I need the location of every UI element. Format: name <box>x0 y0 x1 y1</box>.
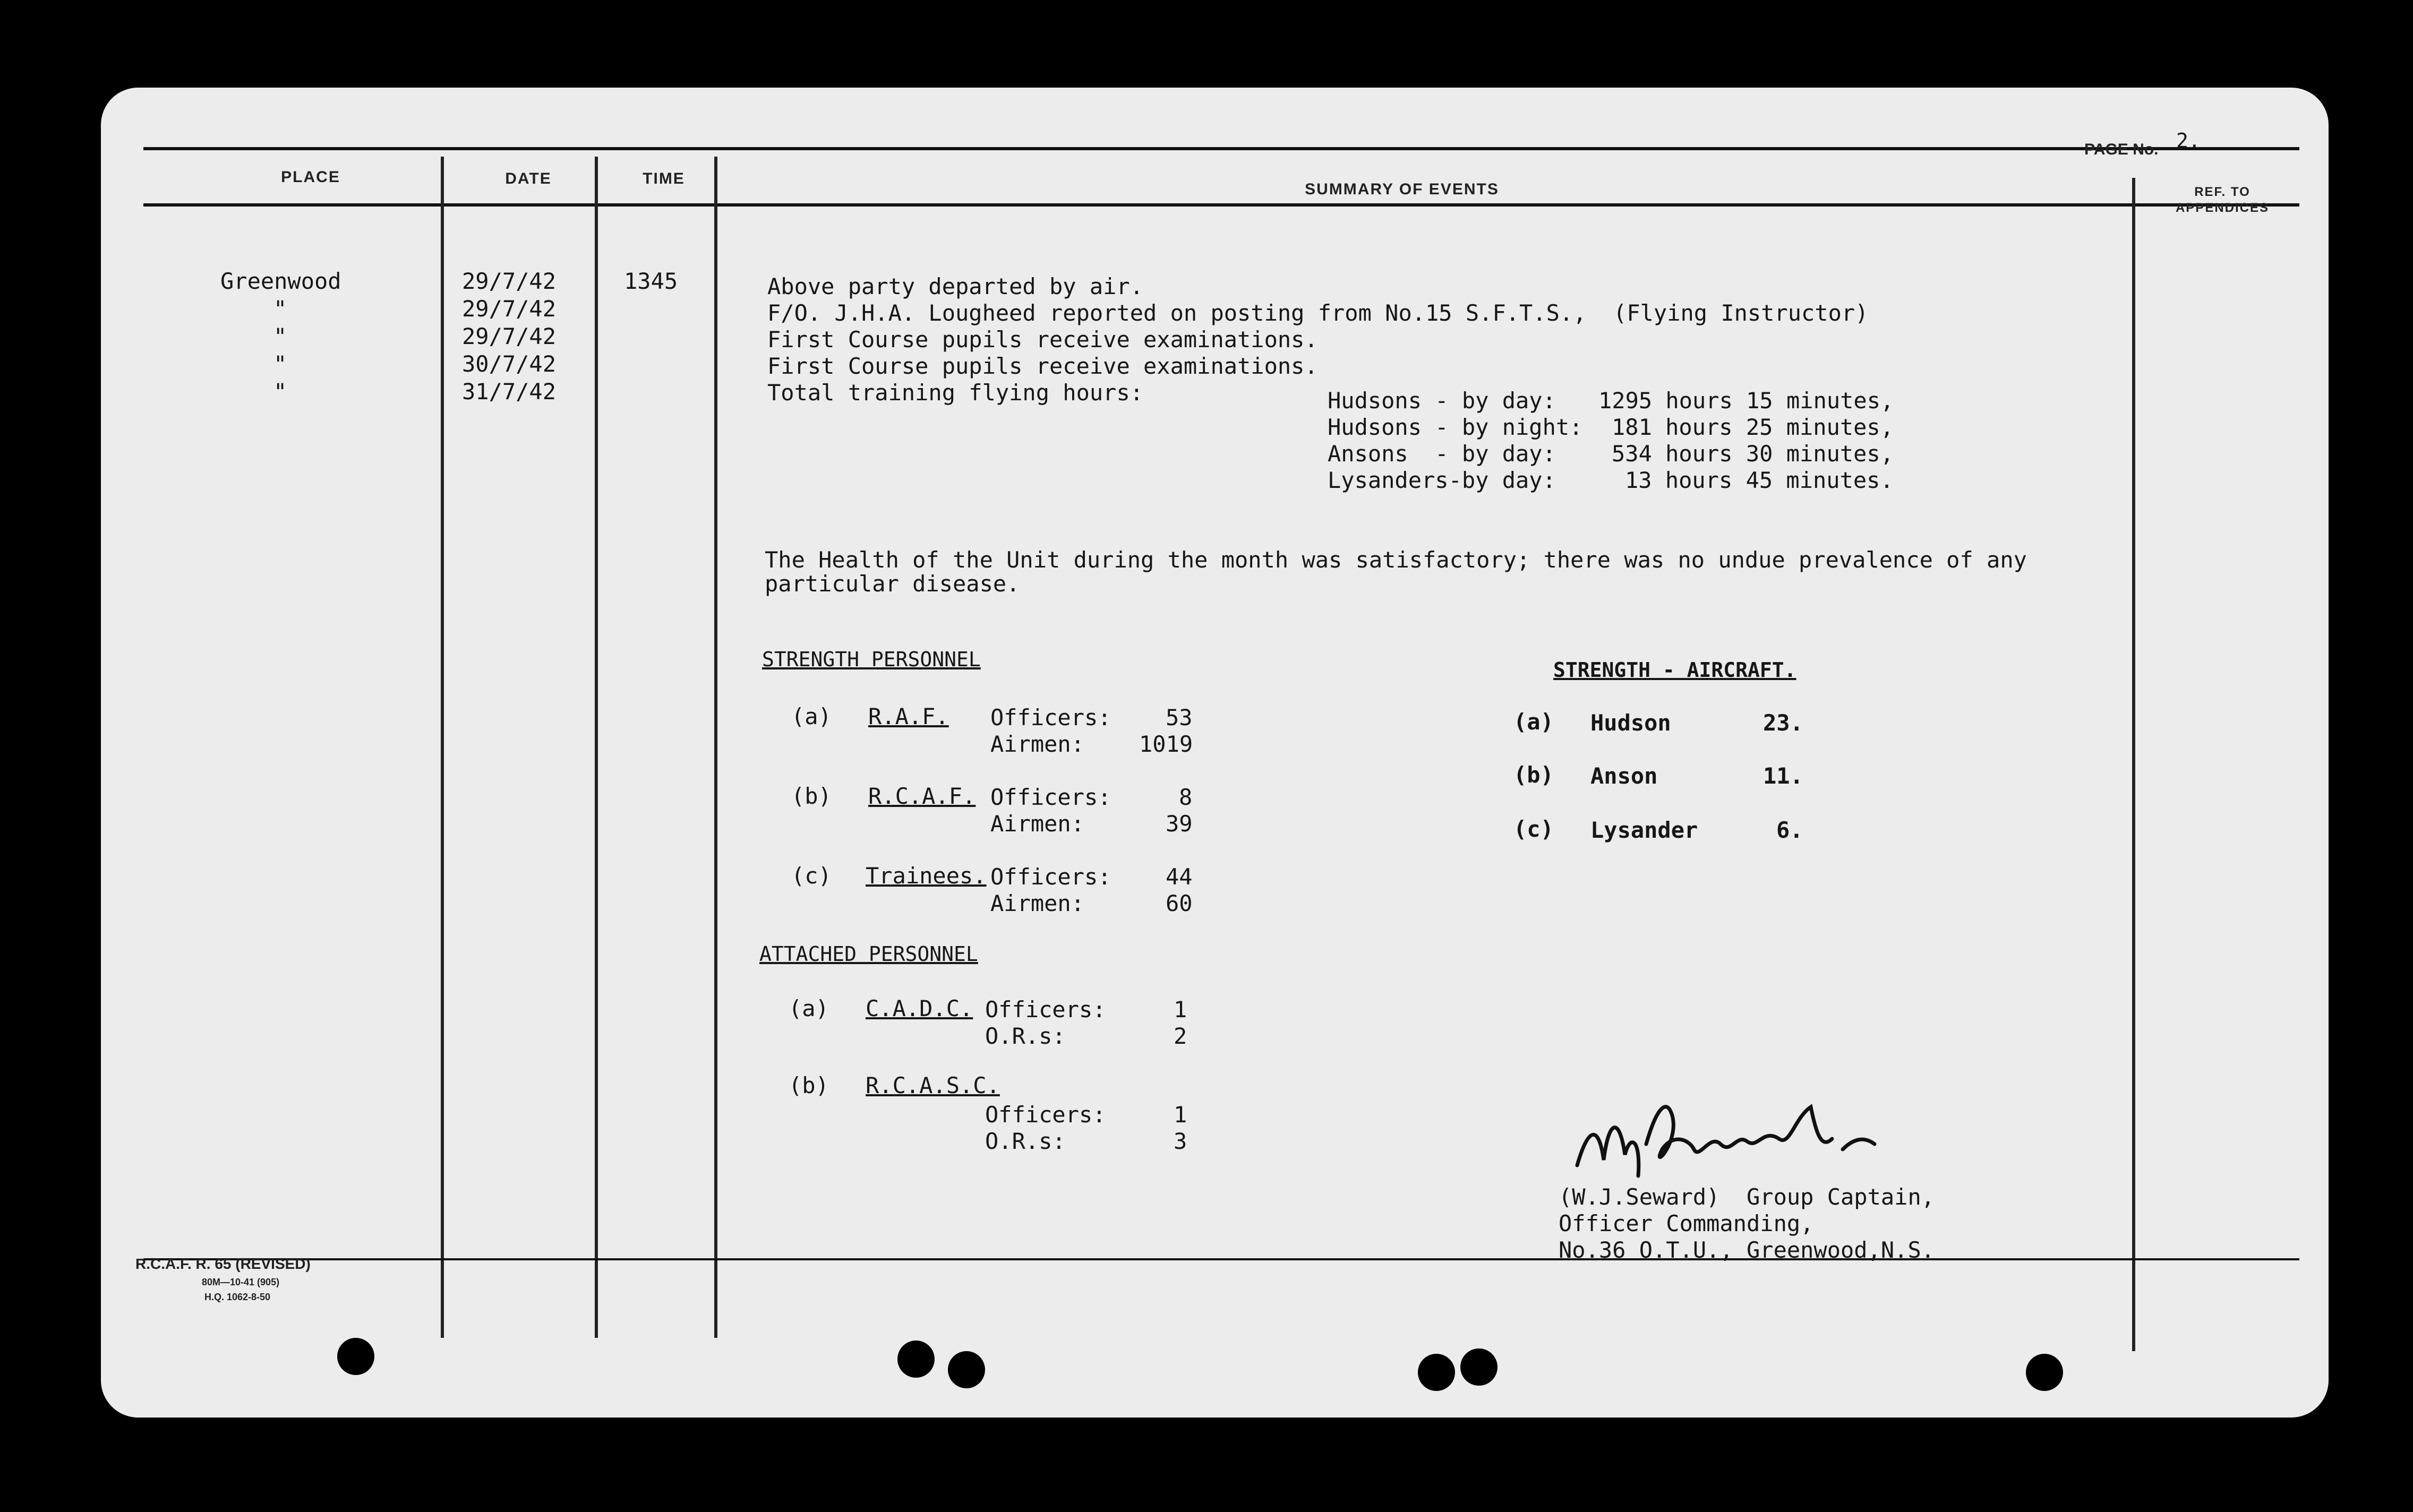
entry-event: First Course pupils receive examinations. <box>767 327 1318 353</box>
group-value: 44 <box>1166 864 1193 890</box>
punch-hole <box>897 1341 935 1378</box>
group-value: 53 <box>1166 705 1193 731</box>
entry-date: 30/7/42 <box>462 351 557 377</box>
group-value: 1 <box>1174 1102 1187 1128</box>
col-header-time: TIME <box>643 170 685 187</box>
punch-hole <box>2026 1354 2063 1391</box>
col-header-date: DATE <box>505 170 552 187</box>
entry-event: F/O. J.H.A. Lougheed reported on posting from No.15 S.F.T.S., (Flying Instructor) <box>767 300 1869 326</box>
group-letter: (c) <box>791 863 832 889</box>
signature-name-rank: (W.J.Seward) Group Captain, <box>1559 1184 1935 1210</box>
group-name: R.C.A.F. <box>868 783 976 809</box>
col-divider-time <box>714 157 717 1338</box>
entry-event: Total training flying hours: <box>767 380 1144 406</box>
entry-date: 29/7/42 <box>462 268 557 294</box>
aircraft-name: Hudson <box>1590 710 1671 736</box>
group-value: 8 <box>1179 784 1193 810</box>
col-header-summary: SUMMARY OF EVENTS <box>1305 181 1499 198</box>
group-value: 1019 <box>1139 731 1193 757</box>
group-value: 2 <box>1174 1023 1187 1049</box>
strength-personnel-heading: STRENGTH PERSONNEL <box>762 648 981 671</box>
group-label: Officers: <box>985 1102 1106 1128</box>
entry-event: First Course pupils receive examinations. <box>767 353 1318 379</box>
flying-hours-value: 13 hours 45 minutes. <box>1625 467 1894 493</box>
group-label: Officers: <box>990 864 1111 890</box>
group-letter: (b) <box>791 783 832 809</box>
group-letter: (b) <box>789 1072 829 1098</box>
group-value: 3 <box>1174 1128 1187 1154</box>
flying-hours-label: Lysanders-by day: <box>1328 467 1556 493</box>
flying-hours-value: 1295 hours 15 minutes, <box>1598 388 1894 414</box>
signature-title: Officer Commanding, <box>1559 1210 1814 1236</box>
group-value: 1 <box>1174 996 1187 1023</box>
aircraft-letter: (c) <box>1513 816 1554 842</box>
aircraft-letter: (b) <box>1513 762 1554 788</box>
col-header-ref-2: APPENDICES <box>2175 201 2270 215</box>
form-hq-code: H.Q. 1062-8-50 <box>204 1292 271 1302</box>
group-label: Airmen: <box>990 811 1085 837</box>
flying-hours-value: 181 hours 25 minutes, <box>1612 414 1894 440</box>
entry-place: " <box>273 296 287 322</box>
page-no-label: PAGE No. <box>2084 141 2159 158</box>
entry-date: 29/7/42 <box>462 296 557 322</box>
punch-hole <box>948 1351 985 1388</box>
punch-hole <box>1460 1348 1498 1386</box>
page-no-value: 2. <box>2176 129 2201 152</box>
group-name: R.A.F. <box>868 703 949 729</box>
attached-personnel-heading: ATTACHED PERSONNEL <box>759 942 978 966</box>
strength-aircraft-heading: STRENGTH - AIRCRAFT. <box>1553 658 1796 682</box>
group-label: Airmen: <box>990 890 1085 916</box>
col-divider-date <box>595 157 598 1338</box>
entry-place: " <box>273 323 287 349</box>
aircraft-letter: (a) <box>1513 709 1554 735</box>
group-label: O.R.s: <box>985 1128 1066 1154</box>
group-label: Officers: <box>990 784 1111 810</box>
aircraft-count: 23. <box>1763 710 1803 736</box>
punch-hole <box>337 1338 374 1375</box>
form-print-code: 80M—10-41 (905) <box>202 1277 280 1287</box>
header-bottom-rule <box>143 203 2299 207</box>
group-value: 39 <box>1166 811 1193 837</box>
signature-unit: No.36 O.T.U., Greenwood,N.S. <box>1559 1237 1935 1263</box>
entry-place: " <box>273 379 287 405</box>
handwritten-signature <box>1567 1086 2044 1192</box>
col-header-ref: REF. TO <box>2194 185 2251 199</box>
diary-form-card <box>101 88 2329 1418</box>
flying-hours-label: Hudsons - by day: <box>1328 388 1556 414</box>
form-number: R.C.A.F. R. 65 (REVISED) <box>135 1256 311 1272</box>
group-label: Officers: <box>990 705 1111 731</box>
col-divider-summary <box>2132 178 2135 1351</box>
entry-date: 29/7/42 <box>462 323 557 349</box>
top-rule <box>143 147 2299 150</box>
group-letter: (a) <box>789 995 829 1021</box>
flying-hours-label: Ansons - by day: <box>1328 441 1556 467</box>
flying-hours-label: Hudsons - by night: <box>1328 414 1583 440</box>
entry-time: 1345 <box>624 268 678 294</box>
group-letter: (a) <box>791 703 832 729</box>
entry-place: " <box>273 351 287 377</box>
col-header-place: PLACE <box>281 168 340 186</box>
entry-date: 31/7/42 <box>462 379 557 405</box>
group-value: 60 <box>1166 890 1193 916</box>
punch-hole <box>1418 1354 1455 1391</box>
entry-place: Greenwood <box>220 268 341 294</box>
flying-hours-value: 534 hours 30 minutes, <box>1612 441 1894 467</box>
col-divider-place <box>441 157 444 1338</box>
group-label: Officers: <box>985 996 1106 1023</box>
health-statement-line-1: The Health of the Unit during the month was satisfactory; there was no undue prevalence of any <box>765 547 2027 573</box>
health-statement-line-2: particular disease. <box>765 571 1020 597</box>
bottom-rule <box>143 1258 2299 1260</box>
aircraft-count: 6. <box>1776 817 1803 843</box>
group-label: Airmen: <box>990 731 1085 757</box>
aircraft-name: Anson <box>1590 763 1658 789</box>
group-name: R.C.A.S.C. <box>866 1072 1000 1098</box>
entry-event: Above party departed by air. <box>767 273 1144 299</box>
group-name: C.A.D.C. <box>866 995 973 1021</box>
group-label: O.R.s: <box>985 1023 1066 1049</box>
group-name: Trainees. <box>866 863 987 889</box>
aircraft-name: Lysander <box>1590 817 1698 843</box>
aircraft-count: 11. <box>1763 763 1803 789</box>
